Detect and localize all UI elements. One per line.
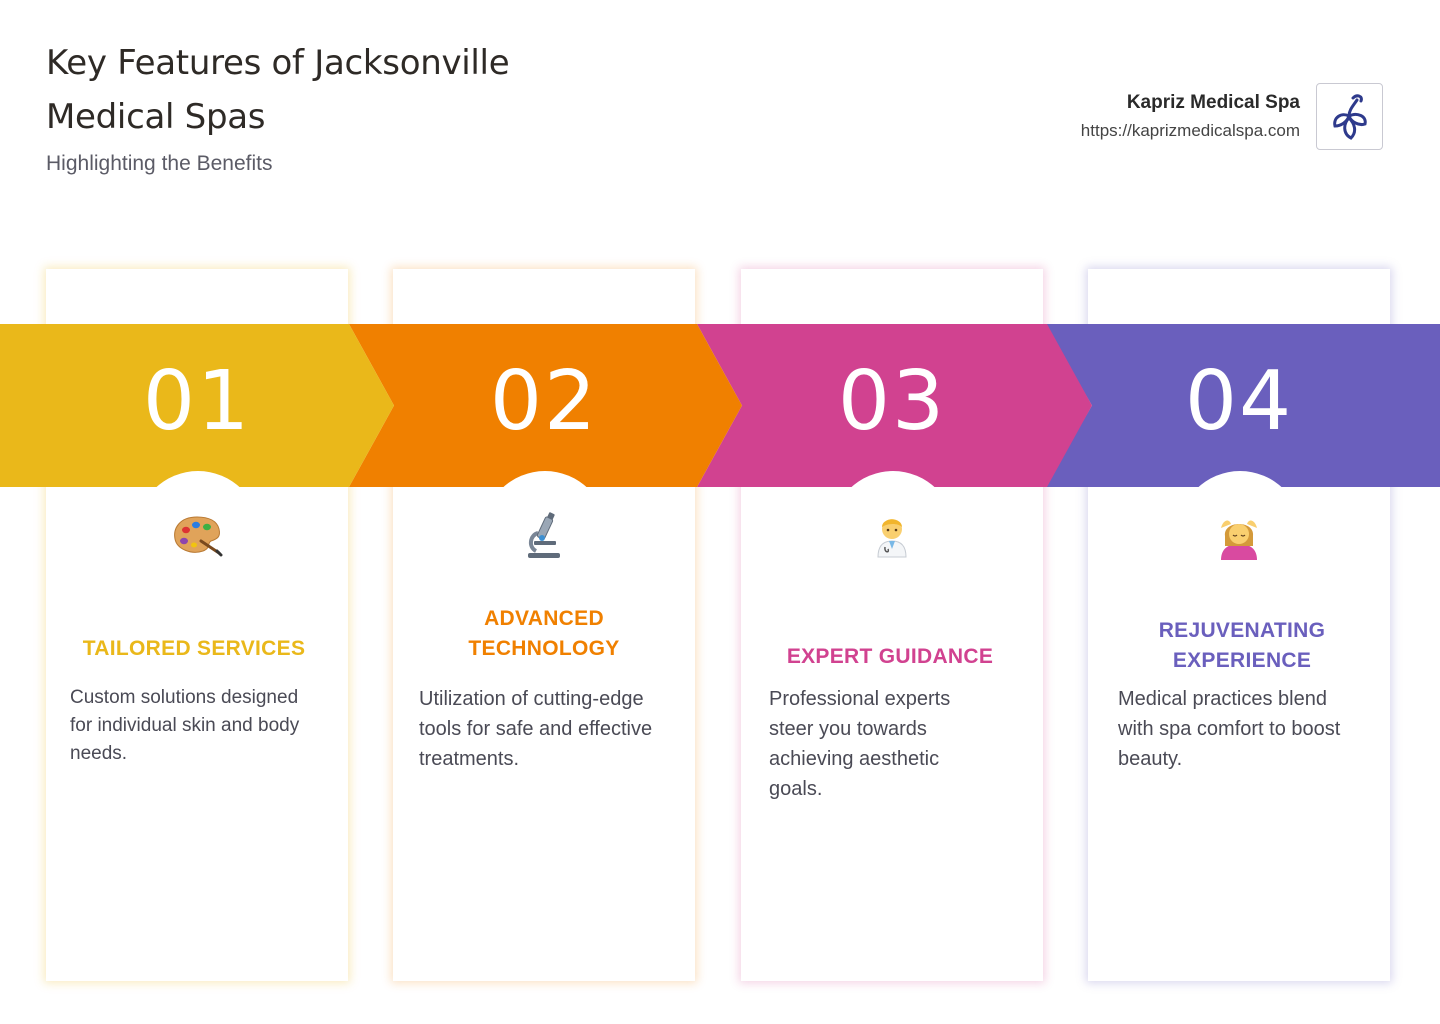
feature-number-01: 01 (142, 354, 252, 449)
page-title: Key Features of Jacksonville Medical Spas (46, 43, 510, 137)
feature-title-02: ADVANCED TECHNOLOGY (468, 607, 620, 660)
brand-url[interactable]: https://kaprizmedicalspa.com (1080, 121, 1300, 140)
feature-description-02: Utilization of cutting-edge tools for safe and effective treatments. (419, 688, 653, 770)
feature-number-02: 02 (489, 354, 599, 449)
feature-number-03: 03 (837, 354, 947, 449)
feature-number-04: 04 (1184, 354, 1294, 449)
feature-description-04: Medical practices blend with spa comfort to boost beauty. (1118, 688, 1341, 770)
kapriz-flower-logo-icon (1316, 83, 1383, 150)
health-worker-icon (741, 505, 1043, 565)
feature-title-04: REJUVENATING EXPERIENCE (1158, 619, 1326, 672)
person-getting-massage-icon (1088, 505, 1390, 565)
feature-description-01: Custom solutions designed for individual skin and body needs. (70, 687, 300, 764)
feature-title-01: TAILORED SERVICES (82, 637, 306, 660)
brand-name: Kapriz Medical Spa (1126, 92, 1300, 113)
artist-palette-icon (46, 505, 348, 565)
brand-block (1081, 90, 1300, 144)
page-subtitle: Highlighting the Benefits (46, 152, 273, 175)
feature-title-03: EXPERT GUIDANCE (786, 645, 994, 668)
microscope-icon (393, 505, 695, 565)
feature-description-03: Professional experts steer you towards achieving aesthetic goals. (769, 688, 951, 800)
